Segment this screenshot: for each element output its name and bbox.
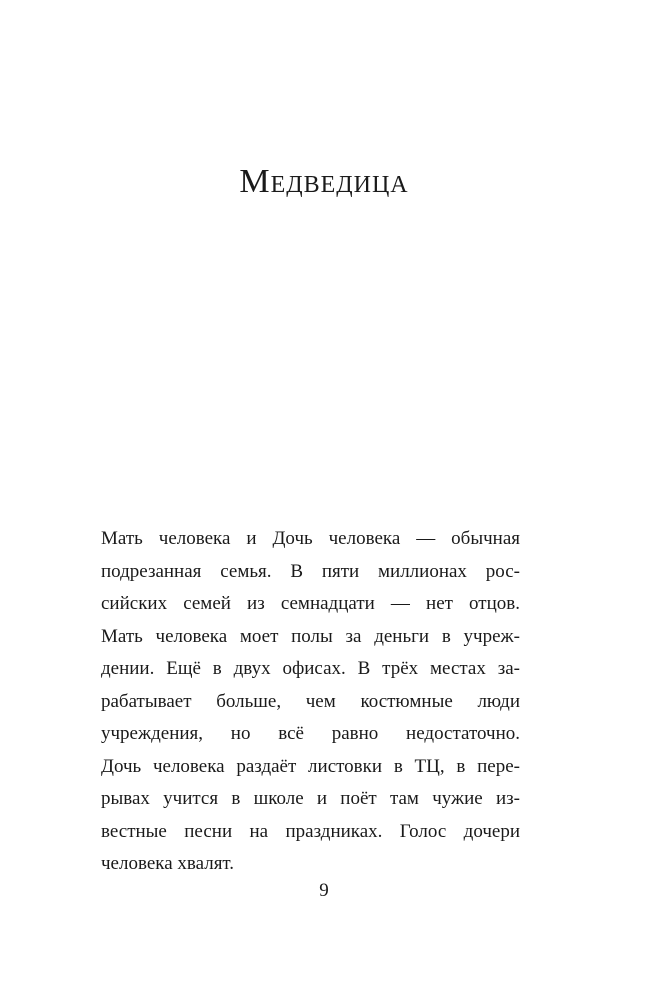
text-line: Мать человека моет полы за деньги в учреж- <box>101 625 520 647</box>
page-number: 9 <box>319 880 329 901</box>
text-line: дении. Ещё в двух офисах. В трёх местах за- <box>101 658 520 679</box>
text-line: Дочь человека раздаёт листовки в ТЦ, в пере- <box>101 755 520 777</box>
text-line: рабатывает больше, чем костюмные люди <box>101 690 520 712</box>
text-line: человека хвалят. <box>101 853 235 874</box>
text-line: сийских семей из семнадцати — нет отцов. <box>101 593 520 614</box>
text-line: Мать человека и Дочь человека — обычная <box>101 528 520 549</box>
text-line: подрезанная семья. В пяти миллионах рос- <box>101 560 520 582</box>
text-line: вестные песни на праздниках. Голос дочери <box>101 820 520 842</box>
chapter-title: Медведица <box>239 163 409 200</box>
text-line: рывах учится в школе и поёт там чужие из- <box>101 788 520 809</box>
text-line: учреждения, но всё равно недостаточно. <box>101 723 520 744</box>
body-paragraph <box>101 523 520 881</box>
